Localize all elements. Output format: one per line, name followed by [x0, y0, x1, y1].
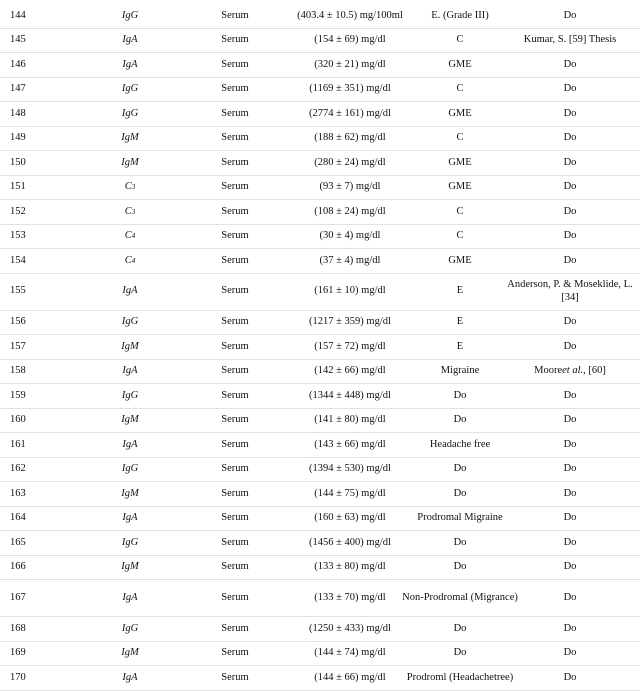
reference-text: Do: [563, 671, 577, 683]
table-row: [0, 556, 640, 581]
reference: [500, 249, 640, 273]
reference: [500, 335, 640, 359]
sample-source: Serum: [221, 414, 249, 426]
row-number: 155: [10, 285, 26, 297]
immunoglobulin-label: IgM: [121, 132, 139, 144]
row-number: 149: [10, 132, 26, 144]
table-row: [0, 617, 640, 642]
reference: [500, 642, 640, 666]
sample-source: Serum: [221, 58, 249, 70]
measured-value: (161 ± 10) mg/dl: [314, 285, 386, 297]
subject-group: C: [456, 34, 464, 46]
subject-group: GME: [448, 107, 472, 119]
table-row: [0, 249, 640, 274]
measured-value: (141 ± 80) mg/dl: [314, 414, 386, 426]
row-number: 152: [10, 205, 26, 217]
reference-citation: , [60]: [583, 365, 606, 377]
immunoglobulin: [100, 151, 160, 175]
immunoglobulin: [100, 102, 160, 126]
immunoglobulin: [100, 200, 160, 224]
immunoglobulin-label: IgG: [121, 316, 139, 328]
immunoglobulin-label: IgM: [121, 561, 139, 573]
reference-text: Do: [563, 389, 577, 401]
measured-value: (30 ± 4) mg/dl: [319, 230, 381, 242]
sample-source: Serum: [221, 536, 249, 548]
sample-source: Serum: [221, 156, 249, 168]
measured-value: (320 ± 21) mg/dl: [314, 58, 386, 70]
measured-value: (108 ± 24) mg/dl: [314, 205, 386, 217]
measured-value: (1344 ± 448) mg/dl: [309, 389, 391, 401]
subject-group: Do: [453, 561, 467, 573]
measured-value: (157 ± 72) mg/dl: [314, 340, 386, 352]
reference: [500, 274, 640, 310]
subject-group: C: [456, 83, 464, 95]
subject-group: E. (Grade III): [431, 9, 489, 21]
reference: [500, 433, 640, 457]
reference-text: Do: [563, 591, 577, 603]
table-row: [0, 78, 640, 103]
subject-group: Headache free: [429, 438, 491, 450]
row-number: 162: [10, 463, 26, 475]
sample-source: Serum: [221, 181, 249, 193]
subject-group: GME: [448, 58, 472, 70]
measured-value: (144 ± 66) mg/dl: [314, 671, 386, 683]
row-number: 166: [10, 561, 26, 573]
immunoglobulin-label: IgG: [121, 622, 139, 634]
sample-source: Serum: [221, 230, 249, 242]
immunoglobulin: [100, 29, 160, 53]
immunoglobulin-label: C: [124, 254, 132, 266]
subject-group: C: [456, 132, 464, 144]
sample-source: Serum: [221, 389, 249, 401]
measured-value: (144 ± 74) mg/dl: [314, 647, 386, 659]
immunoglobulin-label: IgG: [121, 9, 139, 21]
reference-text: Kumar, S. [59] Thesis: [523, 34, 617, 46]
measured-value: (160 ± 63) mg/dl: [314, 512, 386, 524]
reference-text: Anderson, P. & Moseklide, L. [34]: [507, 279, 633, 303]
reference-text: Do: [563, 487, 577, 499]
immunoglobulin: [100, 433, 160, 457]
immunoglobulin-label: C: [124, 205, 132, 217]
sample-source: Serum: [221, 340, 249, 352]
reference: [500, 556, 640, 580]
subject-group: Do: [453, 414, 467, 426]
immunoglobulin: [100, 335, 160, 359]
immunoglobulin: [100, 384, 160, 408]
reference-text: Do: [563, 254, 577, 266]
sample-source: Serum: [221, 205, 249, 217]
table-row: [0, 360, 640, 385]
reference-text: Do: [563, 340, 577, 352]
immunoglobulin: [100, 311, 160, 335]
table-row: [0, 274, 640, 311]
immunoglobulin-label: IgA: [122, 285, 138, 297]
reference: [500, 151, 640, 175]
reference: [500, 531, 640, 555]
subject-group: Migraine: [440, 365, 480, 377]
measured-value: (37 ± 4) mg/dl: [319, 254, 381, 266]
reference-text: Do: [563, 622, 577, 634]
table-row: [0, 53, 640, 78]
immunoglobulin-label: IgM: [121, 487, 139, 499]
table-row: [0, 335, 640, 360]
immunoglobulin-label: IgA: [122, 365, 138, 377]
table-row: [0, 507, 640, 532]
immunoglobulin: [100, 482, 160, 506]
row-number: 165: [10, 536, 26, 548]
table-row: [0, 311, 640, 336]
sample-source: Serum: [221, 647, 249, 659]
reference-text: Do: [563, 438, 577, 450]
subject-group: Non-Prodromal (Migrance): [402, 591, 518, 603]
immunoglobulin-label: IgM: [121, 156, 139, 168]
row-number: 147: [10, 83, 26, 95]
subject-group: E: [456, 285, 464, 297]
subject-group: Do: [453, 536, 467, 548]
subject-group: Do: [453, 389, 467, 401]
measured-value: (142 ± 66) mg/dl: [314, 365, 386, 377]
reference: [500, 225, 640, 249]
table-row: [0, 458, 640, 483]
immunoglobulin: [100, 458, 160, 482]
reference-text: Do: [563, 536, 577, 548]
row-number: 167: [10, 591, 26, 603]
table-row: [0, 384, 640, 409]
table-row: [0, 666, 640, 691]
row-number: 144: [10, 9, 26, 21]
table-row: [0, 433, 640, 458]
table-row: [0, 531, 640, 556]
immunoglobulin-label: IgG: [121, 463, 139, 475]
reference: [500, 507, 640, 531]
immunoglobulin-label: IgG: [121, 389, 139, 401]
measured-value: (1394 ± 530) mg/dl: [309, 463, 391, 475]
measured-value: (1456 ± 400) mg/dl: [309, 536, 391, 548]
measured-value: (1250 ± 433) mg/dl: [309, 622, 391, 634]
immunoglobulin: [100, 507, 160, 531]
sample-source: Serum: [221, 316, 249, 328]
measured-value: (188 ± 62) mg/dl: [314, 132, 386, 144]
row-number: 145: [10, 34, 26, 46]
measured-value: (143 ± 66) mg/dl: [314, 438, 386, 450]
immunoglobulin-label: IgA: [122, 671, 138, 683]
row-number: 160: [10, 414, 26, 426]
row-number: 156: [10, 316, 26, 328]
immunoglobulin-label: IgM: [121, 340, 139, 352]
row-number: 161: [10, 438, 26, 450]
table-row: [0, 102, 640, 127]
immunoglobulin: [100, 127, 160, 151]
immunoglobulin-label: IgM: [121, 647, 139, 659]
reference-text: Do: [563, 463, 577, 475]
subject-group: Do: [453, 487, 467, 499]
reference-etal: et al.: [562, 365, 584, 377]
row-number: 148: [10, 107, 26, 119]
row-number: 168: [10, 622, 26, 634]
subject-group: E: [456, 340, 464, 352]
reference-text: Do: [563, 230, 577, 242]
measured-value: (280 ± 24) mg/dl: [314, 156, 386, 168]
sample-source: Serum: [221, 463, 249, 475]
measured-value: (93 ± 7) mg/dl: [319, 181, 381, 193]
reference-text: Do: [563, 414, 577, 426]
measured-value: (403.4 ± 10.5) mg/100ml: [297, 9, 403, 21]
immunoglobulin: [100, 531, 160, 555]
reference: [500, 617, 640, 641]
immunoglobulin: [100, 4, 160, 28]
subject-group: Do: [453, 622, 467, 634]
subject-group: GME: [448, 156, 472, 168]
sample-source: Serum: [221, 622, 249, 634]
table-row: [0, 200, 640, 225]
sample-source: Serum: [221, 561, 249, 573]
row-number: 154: [10, 254, 26, 266]
table-row: [0, 225, 640, 250]
immunoglobulin-label: IgA: [122, 58, 138, 70]
immunoglobulin-label: IgG: [121, 536, 139, 548]
immunoglobulin: [100, 274, 160, 310]
row-number: 170: [10, 671, 26, 683]
reference: [500, 78, 640, 102]
immunoglobulin: [100, 617, 160, 641]
reference: [500, 4, 640, 28]
reference-text: Do: [563, 316, 577, 328]
immunoglobulin: [100, 580, 160, 616]
reference: [500, 200, 640, 224]
immunoglobulin: [100, 666, 160, 690]
reference-text: Do: [563, 561, 577, 573]
reference: [500, 360, 640, 384]
reference: [500, 127, 640, 151]
immunoglobulin-label: C: [124, 181, 132, 193]
row-number: 163: [10, 487, 26, 499]
reference: [500, 29, 640, 53]
immunoglobulin: [100, 556, 160, 580]
reference-text: Do: [563, 647, 577, 659]
sample-source: Serum: [221, 365, 249, 377]
subject-group: Do: [453, 647, 467, 659]
measured-value: (1169 ± 351) mg/dl: [309, 83, 391, 95]
immunoglobulin-subscript: 4: [131, 232, 136, 241]
immunoglobulin-label: IgA: [122, 512, 138, 524]
immunoglobulin: [100, 53, 160, 77]
immunoglobulin: [100, 642, 160, 666]
reference: [500, 53, 640, 77]
subject-group: GME: [448, 181, 472, 193]
immunoglobulin-label: IgM: [121, 414, 139, 426]
reference-text: Do: [563, 512, 577, 524]
subject-group: Prodroml (Headachetree): [406, 671, 514, 683]
row-number: 146: [10, 58, 26, 70]
reference: [500, 176, 640, 200]
sample-source: Serum: [221, 487, 249, 499]
reference-text: Do: [563, 132, 577, 144]
immunoglobulin-subscript: 4: [131, 256, 136, 265]
reference-text: Do: [563, 83, 577, 95]
sample-source: Serum: [221, 285, 249, 297]
measured-value: (144 ± 75) mg/dl: [314, 487, 386, 499]
subject-group: Do: [453, 463, 467, 475]
immunoglobulin-label: IgG: [121, 83, 139, 95]
table-row: [0, 409, 640, 434]
sample-source: Serum: [221, 132, 249, 144]
reference: [500, 482, 640, 506]
immunoglobulin-subscript: 3: [131, 183, 136, 192]
row-number: 164: [10, 512, 26, 524]
reference-text: Do: [563, 9, 577, 21]
sample-source: Serum: [221, 83, 249, 95]
sample-source: Serum: [221, 438, 249, 450]
table-row: [0, 580, 640, 617]
reference: [500, 458, 640, 482]
row-number: 169: [10, 647, 26, 659]
immunoglobulin-label: C: [124, 230, 132, 242]
measured-value: (133 ± 80) mg/dl: [314, 561, 386, 573]
sample-source: Serum: [221, 9, 249, 21]
table-row: [0, 151, 640, 176]
sample-source: Serum: [221, 512, 249, 524]
table-row: [0, 642, 640, 667]
table-row: [0, 4, 640, 29]
row-number: 150: [10, 156, 26, 168]
measured-value: (1217 ± 359) mg/dl: [309, 316, 391, 328]
immunoglobulin-label: IgA: [122, 591, 138, 603]
immunoglobulin: [100, 360, 160, 384]
sample-source: Serum: [221, 34, 249, 46]
immunoglobulin: [100, 78, 160, 102]
reference-text: Do: [563, 58, 577, 70]
measured-value: (133 ± 70) mg/dl: [314, 591, 386, 603]
row-number: 151: [10, 181, 26, 193]
immunoglobulin-label: IgA: [122, 438, 138, 450]
subject-group: GME: [448, 254, 472, 266]
row-number: 158: [10, 365, 26, 377]
measured-value: (2774 ± 161) mg/dl: [309, 107, 391, 119]
reference-text: Do: [563, 205, 577, 217]
reference: [500, 384, 640, 408]
row-number: 157: [10, 340, 26, 352]
immunoglobulin: [100, 409, 160, 433]
immunoglobulin: [100, 249, 160, 273]
table-row: [0, 482, 640, 507]
immunoglobulin: [100, 176, 160, 200]
reference-text: Do: [563, 181, 577, 193]
immunoglobulin: [100, 225, 160, 249]
row-number: 159: [10, 389, 26, 401]
reference: [500, 409, 640, 433]
subject-group: E: [456, 316, 464, 328]
table-row: [0, 127, 640, 152]
reference-text: Do: [563, 156, 577, 168]
immunoglobulin-subscript: 3: [131, 207, 136, 216]
reference: [500, 311, 640, 335]
subject-group: C: [456, 205, 464, 217]
sample-source: Serum: [221, 107, 249, 119]
sample-source: Serum: [221, 671, 249, 683]
row-number: 153: [10, 230, 26, 242]
immunoglobulin-label: IgA: [122, 34, 138, 46]
reference-text: Moore: [534, 365, 563, 377]
sample-source: Serum: [221, 591, 249, 603]
measured-value: (154 ± 69) mg/dl: [314, 34, 386, 46]
sample-source: Serum: [221, 254, 249, 266]
subject-group: C: [456, 230, 464, 242]
reference: [500, 666, 640, 690]
immunoglobulin-label: IgG: [121, 107, 139, 119]
reference-text: Do: [563, 107, 577, 119]
subject-group: Prodromal Migraine: [417, 512, 503, 524]
table-row: [0, 29, 640, 54]
table-row: [0, 176, 640, 201]
reference: [500, 102, 640, 126]
reference: [500, 580, 640, 616]
